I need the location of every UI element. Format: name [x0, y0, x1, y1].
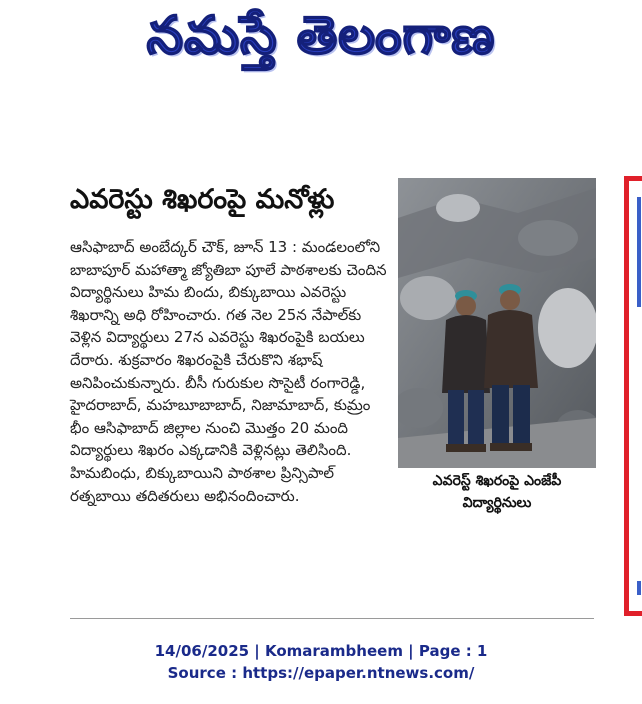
article-headline: ఎవరెస్టు శిఖరంపై మనోళ్లు: [70, 184, 335, 215]
masthead: [0, 0, 642, 80]
newspaper-title: నమస్తే తెలంగాణ: [146, 6, 496, 66]
divider: [70, 618, 594, 619]
article-photo: [398, 178, 596, 468]
edition-info: 14/06/2025 | Komarambheem | Page : 1: [154, 642, 488, 660]
source-link[interactable]: Source : https://epaper.ntnews.com/: [167, 664, 475, 682]
photo-caption: ఎవరెస్ట్ శిఖరంపై ఎంజేపీ విద్యార్థినులు: [432, 473, 562, 511]
article-column: [70, 236, 600, 511]
adjacent-article-frame: [624, 176, 642, 616]
adjacent-article-mark: [637, 581, 641, 595]
adjacent-article-bar: [637, 197, 641, 307]
footer: [0, 640, 642, 684]
photo-block: [398, 178, 600, 511]
climbers-photo: [398, 178, 596, 468]
article-body: ఆసిఫాబాద్ అంబేద్కర్ చౌక్, జూన్ 13 : మండలంలోని బాబాపూర్ మహాత్మా జ్యోతిబా పూలే పాఠశాలకు చెందిన విద్యార్థినులు హిమ బిందు, బిక్కుబాయి ఎవరెస్టు శిఖరాన్ని అధి రోహించారు. గత నెల 25న నేపాల్‌కు వెళ్లిన విద్యార్థులు 27న ఎవరెస్టు శిఖరంపైకి బయలు దేరారు. శుక్రవారం శిఖరంపైకి చేరుకొని శభాష్ అనిపించుకున్నారు. బీసీ గురుకుల సొసైటీ రంగారెడ్డి, హైదరాబాద్, మహబూబాబాద్, నిజామాబాద్, కుమ్రం భీం ఆసిఫాబాద్ జిల్లాల నుంచి మొత్తం 20 మంది విద్యార్థులు శిఖరం ఎక్కడానికి వెళ్లినట్లు తెలిసింది. హిమబింధు, బిక్కుబాయిని పాఠశాల ప్రిన్సిపాల్ రత్నబాయి తదితరులు అభినందించారు.: [70, 238, 387, 505]
